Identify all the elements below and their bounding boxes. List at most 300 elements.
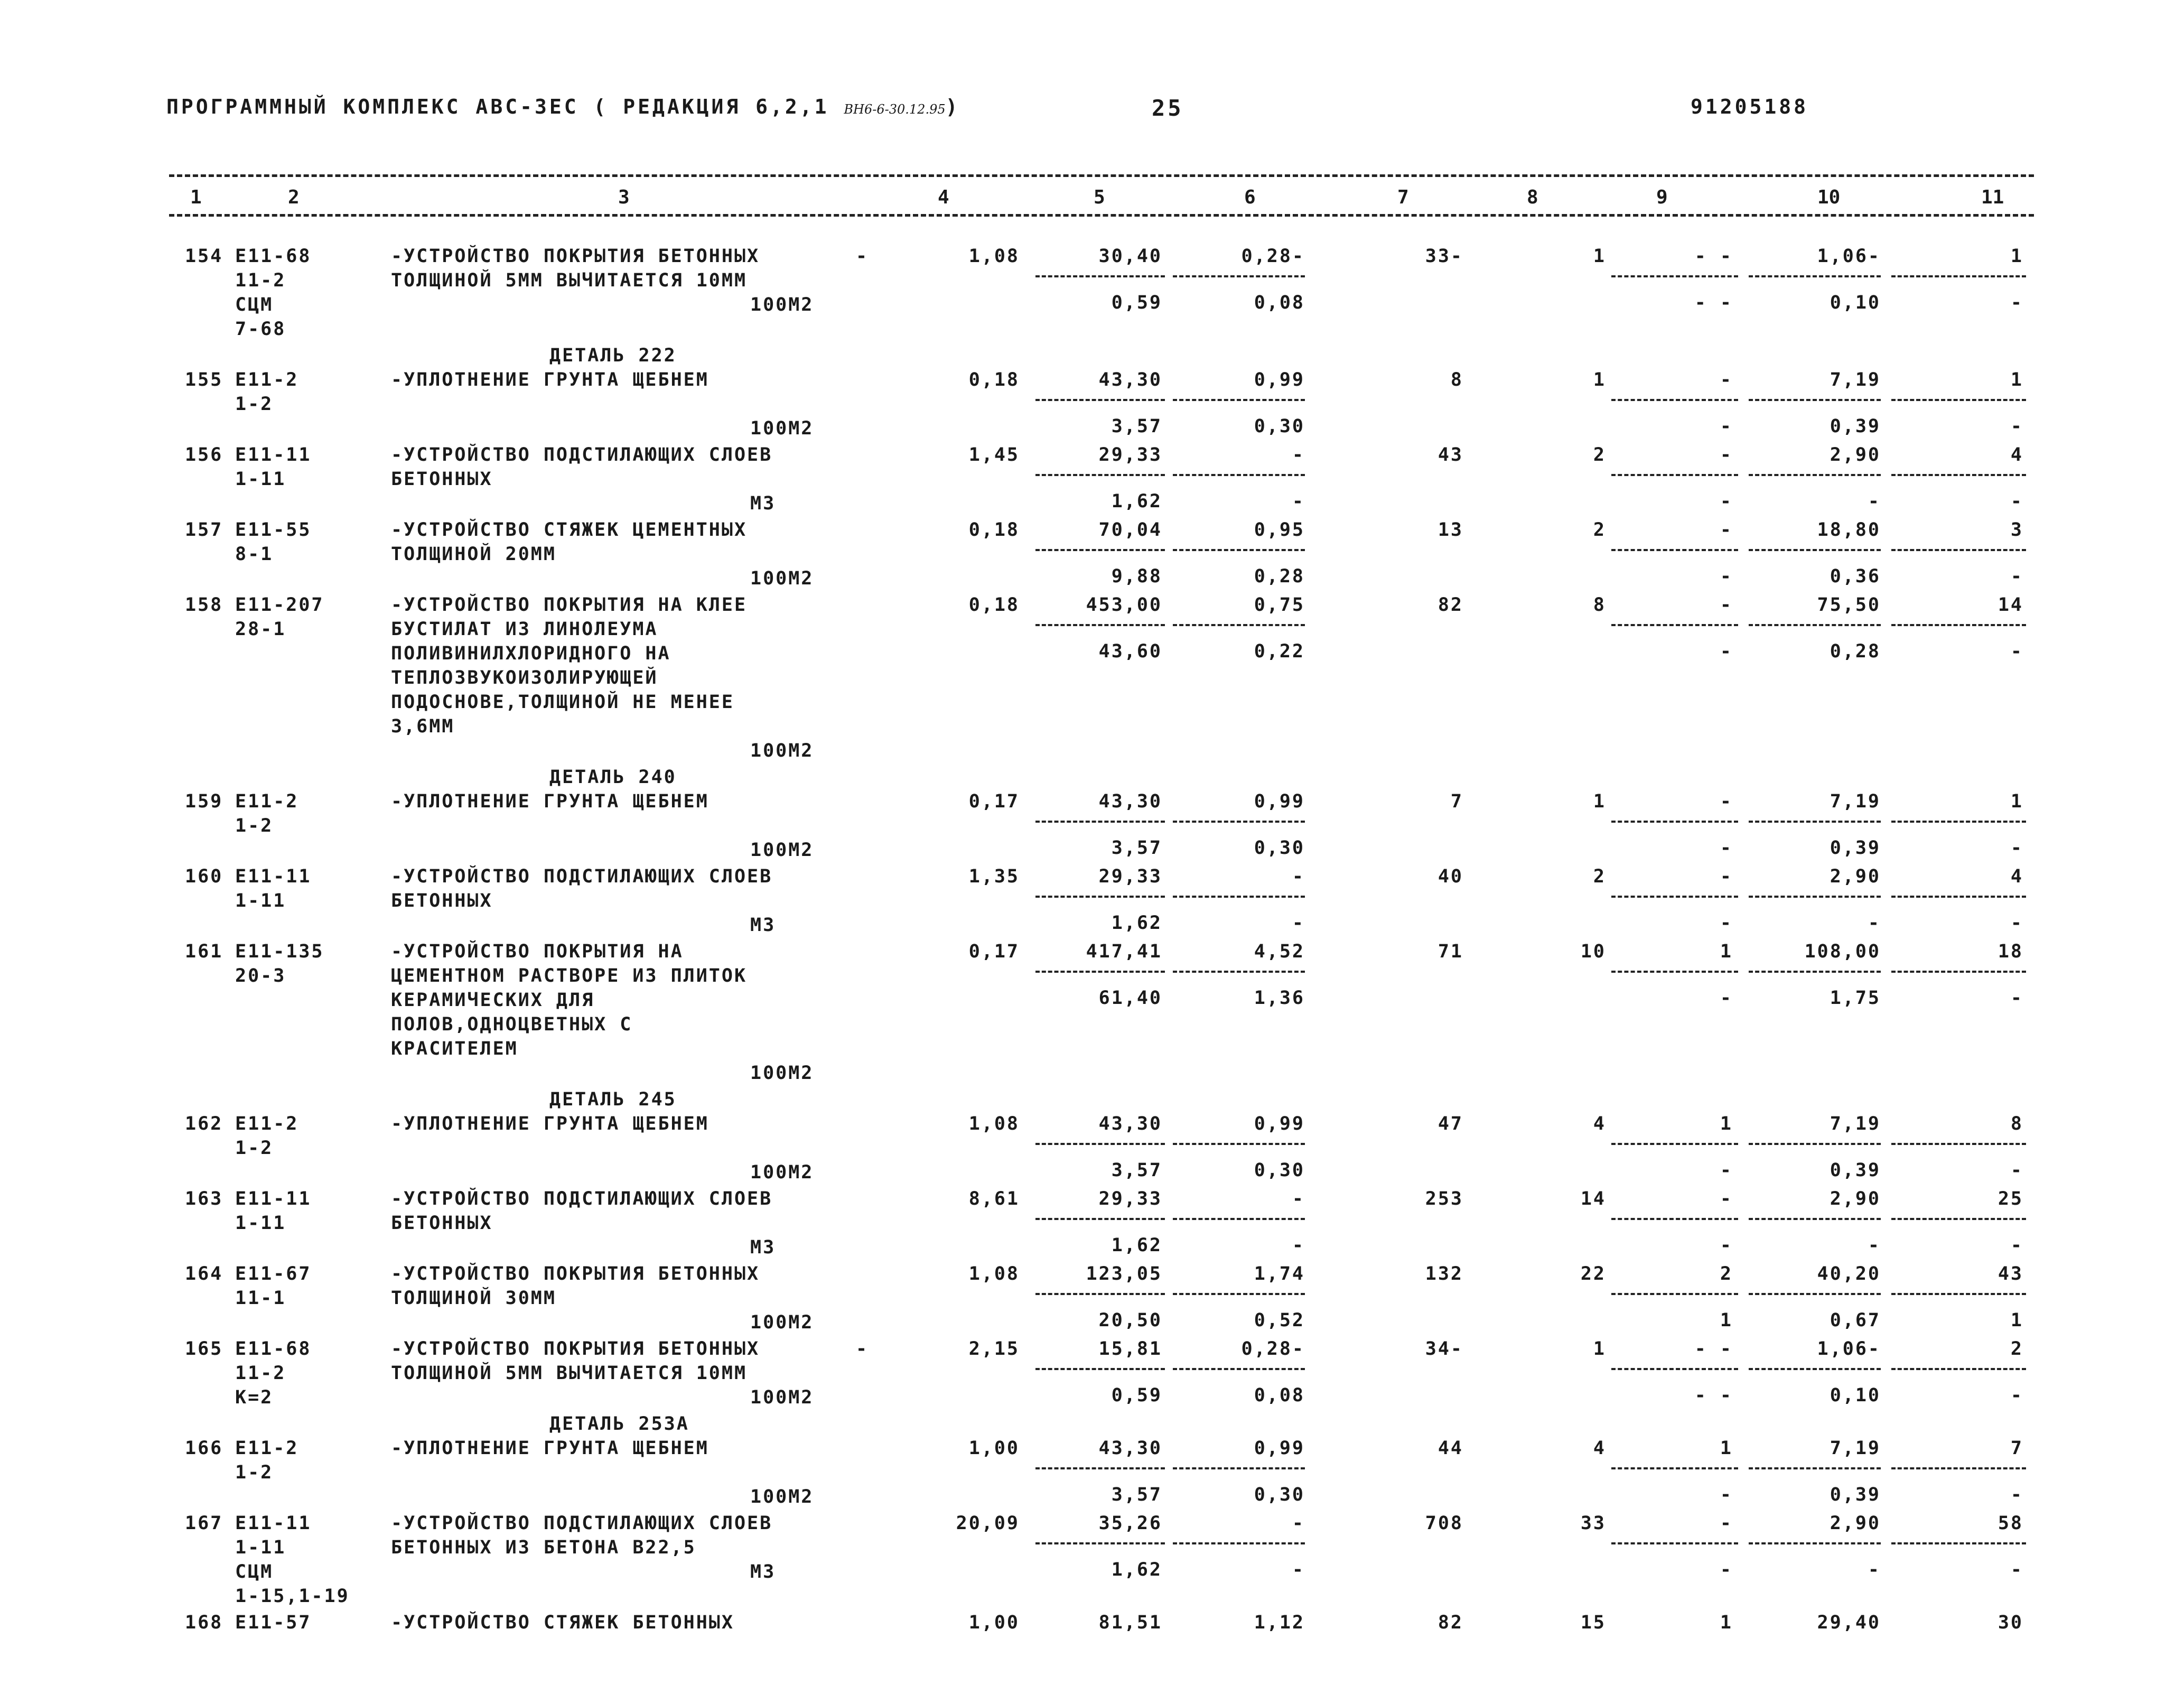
col10-separator: [1749, 1542, 1881, 1544]
col10-value: 7,19: [1830, 791, 1881, 812]
row-number: 163: [185, 1188, 223, 1209]
unit-of-measure: 100М2: [750, 740, 814, 761]
norm-code: Е11-11: [235, 1188, 312, 1209]
unit-of-measure: 100М2: [750, 1486, 814, 1507]
col10-separator: [1749, 896, 1881, 898]
page-number: 25: [1152, 95, 1184, 121]
col11-value: 14: [1998, 594, 2023, 616]
col10-separator: [1749, 821, 1881, 823]
col8-value: 14: [1580, 1188, 1606, 1209]
unit-price: 43,30: [1098, 1438, 1162, 1459]
col8-value: 1: [1593, 1338, 1606, 1360]
detail-heading: ДЕТАЛЬ 253А: [549, 1413, 689, 1435]
col10-value: 75,50: [1817, 594, 1881, 616]
col10-value: 108,00: [1804, 941, 1881, 962]
quantity: 0,17: [968, 791, 1020, 812]
col8-value: 10: [1580, 941, 1606, 962]
col6-separator: [1173, 275, 1305, 277]
col7-value: 43: [1438, 444, 1463, 466]
col9-value: -: [1720, 1513, 1733, 1534]
col9-value: -: [1720, 519, 1733, 541]
col9-separator: [1611, 821, 1738, 823]
norm-code: Е11-207: [235, 594, 324, 616]
quantity: 1,08: [968, 1263, 1020, 1284]
col8-value: 2: [1593, 444, 1606, 466]
header-bottom-rule: [169, 214, 2034, 217]
quantity-mark: -: [856, 246, 869, 267]
row-number: 155: [185, 369, 223, 390]
norm-code-sub: К=2: [235, 1387, 274, 1408]
col6-separator: [1173, 474, 1305, 476]
col9-value: 1: [1720, 1612, 1733, 1633]
col6-sub: 0,30: [1254, 416, 1305, 437]
price-separator: [1035, 1218, 1165, 1220]
norm-code: Е11-11: [235, 866, 312, 887]
norm-code: Е11-11: [235, 1513, 312, 1534]
col9-separator: [1611, 896, 1738, 898]
unit-price: 453,00: [1086, 594, 1162, 616]
col6-sub: 0,30: [1254, 1160, 1305, 1181]
column-header-row: [169, 177, 2034, 214]
col8-value: 1: [1593, 791, 1606, 812]
col8-value: 1: [1593, 246, 1606, 267]
col7-value: 132: [1425, 1263, 1463, 1284]
norm-code-sub: 1-11: [235, 469, 286, 490]
norm-code-sub: 1-2: [235, 394, 274, 415]
row-number: 164: [185, 1263, 223, 1284]
work-description: -УПЛОТНЕНИЕ ГРУНТА ЩЕБНЕМ: [391, 1113, 709, 1134]
column-header-4: 4: [938, 187, 949, 208]
norm-code-sub: 11-1: [235, 1288, 286, 1309]
work-description: -УПЛОТНЕНИЕ ГРУНТА ЩЕБНЕМ: [391, 369, 709, 390]
work-description: -УСТРОЙСТВО ПОДСТИЛАЮЩИХ СЛОЕВ: [391, 1188, 773, 1209]
quantity: 0,18: [968, 519, 1020, 541]
col9-separator: [1611, 1218, 1738, 1220]
work-description: ТЕПЛОЗВУКОИЗОЛИРУЮЩЕЙ: [391, 667, 658, 688]
norm-code-sub: 1-15,1-19: [235, 1586, 350, 1607]
work-description: БЕТОННЫХ: [391, 1213, 493, 1234]
col11-value: 1: [2010, 791, 2023, 812]
col10-sub: -: [1868, 491, 1881, 512]
col11-sub: -: [2010, 913, 2023, 934]
unit-price: 15,81: [1098, 1338, 1162, 1360]
unit-price-sub: 0,59: [1111, 1385, 1162, 1406]
col10-value: 1,06-: [1817, 246, 1881, 267]
col7-value: 253: [1425, 1188, 1463, 1209]
col11-value: 4: [2010, 866, 2023, 887]
unit-price-sub: 1,62: [1111, 1559, 1162, 1580]
unit-price-sub: 3,57: [1111, 837, 1162, 859]
col9-value: 1: [1720, 1113, 1733, 1134]
col10-sub: -: [1868, 913, 1881, 934]
col10-sub: 0,39: [1830, 1484, 1881, 1505]
unit-price: 43,30: [1098, 791, 1162, 812]
quantity: 1,08: [968, 246, 1020, 267]
work-description: ПОДОСНОВЕ,ТОЛЩИНОЙ НЕ МЕНЕЕ: [391, 692, 734, 713]
unit-of-measure: 100М2: [750, 294, 814, 315]
unit-price-sub: 1,62: [1111, 913, 1162, 934]
unit-price: 29,33: [1098, 444, 1162, 466]
col6-value: 0,28-: [1241, 246, 1305, 267]
quantity: 1,08: [968, 1113, 1020, 1134]
column-header-2: 2: [288, 187, 300, 208]
col6-sub: 0,30: [1254, 837, 1305, 859]
price-separator: [1035, 1293, 1165, 1295]
work-description: ТОЛЩИНОЙ 5ММ ВЫЧИТАЕТСЯ 10ММ: [391, 1363, 748, 1384]
unit-price-sub: 3,57: [1111, 1160, 1162, 1181]
col10-sub: 0,67: [1830, 1310, 1881, 1331]
detail-heading: ДЕТАЛЬ 240: [549, 767, 677, 788]
col8-value: 2: [1593, 866, 1606, 887]
col9-separator: [1611, 1368, 1738, 1370]
col9-sub: -: [1720, 1559, 1733, 1580]
col6-sub: 1,36: [1254, 988, 1305, 1009]
quantity: 1,00: [968, 1438, 1020, 1459]
unit-of-measure: 100М2: [750, 568, 814, 589]
col11-separator: [1891, 1218, 2026, 1220]
col7-value: 44: [1438, 1438, 1463, 1459]
work-description: -УСТРОЙСТВО ПОДСТИЛАЮЩИХ СЛОЕВ: [391, 1513, 773, 1534]
quantity: 20,09: [956, 1513, 1020, 1534]
norm-code: Е11-57: [235, 1612, 312, 1633]
work-description: -УСТРОЙСТВО ПОДСТИЛАЮЩИХ СЛОЕВ: [391, 866, 773, 887]
column-header-1: 1: [190, 187, 202, 208]
col9-sub: -: [1720, 641, 1733, 662]
price-separator: [1035, 275, 1165, 277]
handwritten-note: ВН6-6-30.12.95: [844, 102, 946, 117]
col8-value: 15: [1580, 1612, 1606, 1633]
unit-price: 29,33: [1098, 1188, 1162, 1209]
col6-separator: [1173, 896, 1305, 898]
col7-value: 40: [1438, 866, 1463, 887]
estimate-table: [169, 174, 2034, 217]
col10-separator: [1749, 624, 1881, 626]
col6-value: -: [1292, 866, 1305, 887]
col7-value: 71: [1438, 941, 1463, 962]
col11-sub: -: [2010, 416, 2023, 437]
norm-code-sub: 8-1: [235, 544, 274, 565]
work-description: ТОЛЩИНОЙ 5ММ ВЫЧИТАЕТСЯ 10ММ: [391, 270, 748, 291]
col6-separator: [1173, 1143, 1305, 1145]
quantity: 8,61: [968, 1188, 1020, 1209]
column-header-7: 7: [1397, 187, 1409, 208]
work-description: -УСТРОЙСТВО ПОКРЫТИЯ БЕТОННЫХ: [391, 246, 760, 267]
col8-value: 8: [1593, 594, 1606, 616]
col10-sub: 1,75: [1830, 988, 1881, 1009]
price-separator: [1035, 821, 1165, 823]
work-description: -УСТРОЙСТВО ПОКРЫТИЯ НА КЛЕЕ: [391, 594, 748, 616]
norm-code-sub: 11-2: [235, 1363, 286, 1384]
col9-sub: -: [1720, 988, 1733, 1009]
col9-separator: [1611, 549, 1738, 551]
col11-separator: [1891, 1143, 2026, 1145]
norm-code-sub: 28-1: [235, 619, 286, 640]
col9-value: -: [1720, 594, 1733, 616]
col10-sub: -: [1868, 1235, 1881, 1256]
col10-value: 1,06-: [1817, 1338, 1881, 1360]
work-description: -УСТРОЙСТВО СТЯЖЕК БЕТОННЫХ: [391, 1612, 734, 1633]
col8-value: 22: [1580, 1263, 1606, 1284]
unit-price: 123,05: [1086, 1263, 1162, 1284]
col10-sub: 0,10: [1830, 1385, 1881, 1406]
work-description: КЕРАМИЧЕСКИХ ДЛЯ: [391, 990, 595, 1011]
col6-separator: [1173, 624, 1305, 626]
col10-sub: 0,39: [1830, 837, 1881, 859]
unit-price: 70,04: [1098, 519, 1162, 541]
col6-separator: [1173, 1467, 1305, 1469]
col9-sub: -: [1720, 913, 1733, 934]
col10-value: 29,40: [1817, 1612, 1881, 1633]
unit-price: 81,51: [1098, 1612, 1162, 1633]
col11-sub: -: [2010, 1235, 2023, 1256]
col11-sub: -: [2010, 1559, 2023, 1580]
unit-price: 43,30: [1098, 1113, 1162, 1134]
row-number: 168: [185, 1612, 223, 1633]
unit-price-sub: 9,88: [1111, 566, 1162, 587]
program-header: ПРОГРАММНЫЙ КОМПЛЕКС АВС-ЗЕС ( РЕДАКЦИЯ 6,2,1 ВН6-6-30.12.95): [166, 95, 960, 118]
col9-sub: - -: [1694, 292, 1733, 313]
work-description: БЕТОННЫХ: [391, 469, 493, 490]
col7-value: 7: [1450, 791, 1463, 812]
col11-separator: [1891, 1368, 2026, 1370]
col10-separator: [1749, 1143, 1881, 1145]
unit-price-sub: 1,62: [1111, 491, 1162, 512]
col9-separator: [1611, 1467, 1738, 1469]
col9-separator: [1611, 275, 1738, 277]
col11-value: 18: [1998, 941, 2023, 962]
col10-separator: [1749, 549, 1881, 551]
col11-value: 1: [2010, 246, 2023, 267]
unit-price: 30,40: [1098, 246, 1162, 267]
unit-price-sub: 3,57: [1111, 416, 1162, 437]
col9-separator: [1611, 971, 1738, 973]
col11-value: 3: [2010, 519, 2023, 541]
col11-value: 7: [2010, 1438, 2023, 1459]
price-separator: [1035, 549, 1165, 551]
col6-sub: 0,08: [1254, 292, 1305, 313]
col10-value: 18,80: [1817, 519, 1881, 541]
col6-value: 1,12: [1254, 1612, 1305, 1633]
col11-value: 2: [2010, 1338, 2023, 1360]
work-description: -УСТРОЙСТВО ПОКРЫТИЯ НА: [391, 941, 684, 962]
col10-separator: [1749, 971, 1881, 973]
detail-heading: ДЕТАЛЬ 222: [549, 345, 677, 366]
col6-separator: [1173, 1218, 1305, 1220]
unit-price: 29,33: [1098, 866, 1162, 887]
col6-value: -: [1292, 1188, 1305, 1209]
unit-of-measure: 100М2: [750, 1063, 814, 1084]
col11-separator: [1891, 624, 2026, 626]
col11-separator: [1891, 399, 2026, 401]
price-separator: [1035, 474, 1165, 476]
col6-separator: [1173, 821, 1305, 823]
col9-separator: [1611, 399, 1738, 401]
col11-value: 58: [1998, 1513, 2023, 1534]
col6-sub: 0,22: [1254, 641, 1305, 662]
doc-code: 91205188: [1691, 95, 1809, 118]
row-number: 156: [185, 444, 223, 466]
col10-separator: [1749, 399, 1881, 401]
col9-separator: [1611, 1143, 1738, 1145]
col6-value: 0,99: [1254, 1113, 1305, 1134]
unit-price: 43,30: [1098, 369, 1162, 390]
unit-price: 417,41: [1086, 941, 1162, 962]
work-description: БЕТОННЫХ ИЗ БЕТОНА В22,5: [391, 1537, 696, 1558]
column-header-6: 6: [1244, 187, 1256, 208]
col11-sub: -: [2010, 641, 2023, 662]
price-separator: [1035, 624, 1165, 626]
row-number: 160: [185, 866, 223, 887]
norm-code-sub: СЦМ: [235, 294, 274, 315]
work-description: 3,6ММ: [391, 716, 455, 737]
row-number: 161: [185, 941, 223, 962]
col6-sub: -: [1292, 1559, 1305, 1580]
col7-value: 8: [1450, 369, 1463, 390]
col7-value: 13: [1438, 519, 1463, 541]
norm-code: Е11-2: [235, 791, 299, 812]
column-header-10: 10: [1817, 187, 1841, 208]
row-number: 157: [185, 519, 223, 541]
quantity: 1,45: [968, 444, 1020, 466]
column-header-8: 8: [1527, 187, 1538, 208]
row-number: 154: [185, 246, 223, 267]
col9-separator: [1611, 1293, 1738, 1295]
col9-sub: -: [1720, 837, 1733, 859]
norm-code-sub: 11-2: [235, 270, 286, 291]
program-title: ПРОГРАММНЫЙ КОМПЛЕКС АВС-ЗЕС ( РЕДАКЦИЯ 6,2,1: [166, 95, 829, 118]
unit-of-measure: 100М2: [750, 418, 814, 439]
col7-value: 34-: [1425, 1338, 1463, 1360]
norm-code: Е11-135: [235, 941, 324, 962]
col6-value: 4,52: [1254, 941, 1305, 962]
col9-value: -: [1720, 1188, 1733, 1209]
col9-sub: 1: [1720, 1310, 1733, 1331]
col10-sub: 0,39: [1830, 1160, 1881, 1181]
col10-separator: [1749, 1368, 1881, 1370]
norm-code-sub: 20-3: [235, 965, 286, 986]
work-description: ПОЛИВИНИЛХЛОРИДНОГО НА: [391, 643, 671, 664]
unit-price-sub: 43,60: [1098, 641, 1162, 662]
col11-sub: -: [2010, 837, 2023, 859]
row-number: 158: [185, 594, 223, 616]
col9-sub: -: [1720, 1484, 1733, 1505]
col11-separator: [1891, 275, 2026, 277]
col11-value: 43: [1998, 1263, 2023, 1284]
unit-of-measure: 100М2: [750, 1387, 814, 1408]
norm-code-sub: СЦМ: [235, 1561, 274, 1582]
col9-value: -: [1720, 369, 1733, 390]
column-header-9: 9: [1656, 187, 1668, 208]
norm-code: Е11-67: [235, 1263, 312, 1284]
unit-price-sub: 0,59: [1111, 292, 1162, 313]
row-number: 162: [185, 1113, 223, 1134]
norm-code-sub: 1-11: [235, 1213, 286, 1234]
col8-value: 1: [1593, 369, 1606, 390]
col11-sub: -: [2010, 988, 2023, 1009]
col10-sub: 0,10: [1830, 292, 1881, 313]
col9-sub: - -: [1694, 1385, 1733, 1406]
col6-value: 0,95: [1254, 519, 1305, 541]
col7-value: 47: [1438, 1113, 1463, 1134]
col11-separator: [1891, 971, 2026, 973]
col7-value: 82: [1438, 1612, 1463, 1633]
col10-sub: -: [1868, 1559, 1881, 1580]
norm-code-sub: 1-2: [235, 1462, 274, 1483]
col8-value: 33: [1580, 1513, 1606, 1534]
col9-sub: -: [1720, 416, 1733, 437]
unit-price-sub: 3,57: [1111, 1484, 1162, 1505]
work-description: -УСТРОЙСТВО ПОДСТИЛАЮЩИХ СЛОЕВ: [391, 444, 773, 466]
quantity: 1,00: [968, 1612, 1020, 1633]
col6-separator: [1173, 1542, 1305, 1544]
quantity: 1,35: [968, 866, 1020, 887]
quantity: 2,15: [968, 1338, 1020, 1360]
col10-separator: [1749, 275, 1881, 277]
norm-code-sub: 1-2: [235, 815, 274, 836]
column-header-11: 11: [1981, 187, 2004, 208]
col10-value: 40,20: [1817, 1263, 1881, 1284]
col10-separator: [1749, 474, 1881, 476]
work-description: БУСТИЛАТ ИЗ ЛИНОЛЕУМА: [391, 619, 658, 640]
col9-sub: -: [1720, 491, 1733, 512]
col6-value: -: [1292, 1513, 1305, 1534]
col10-separator: [1749, 1467, 1881, 1469]
col9-sub: -: [1720, 1160, 1733, 1181]
col11-sub: -: [2010, 1160, 2023, 1181]
col6-separator: [1173, 399, 1305, 401]
norm-code-sub: 1-11: [235, 890, 286, 911]
unit-of-measure: М3: [750, 1237, 776, 1258]
col10-value: 2,90: [1830, 1188, 1881, 1209]
col6-value: 0,28-: [1241, 1338, 1305, 1360]
unit-of-measure: 100М2: [750, 1312, 814, 1333]
row-number: 165: [185, 1338, 223, 1360]
col9-value: -: [1720, 866, 1733, 887]
col6-sub: 0,30: [1254, 1484, 1305, 1505]
col7-value: 33-: [1425, 246, 1463, 267]
work-description: -УСТРОЙСТВО ПОКРЫТИЯ БЕТОННЫХ: [391, 1263, 760, 1284]
col10-separator: [1749, 1218, 1881, 1220]
col11-value: 4: [2010, 444, 2023, 466]
quantity: 0,18: [968, 594, 1020, 616]
col6-separator: [1173, 549, 1305, 551]
col11-separator: [1891, 1467, 2026, 1469]
norm-code-sub: 7-68: [235, 319, 286, 340]
col10-value: 7,19: [1830, 1113, 1881, 1134]
unit-of-measure: 100М2: [750, 840, 814, 861]
column-header-5: 5: [1094, 187, 1105, 208]
work-description: -УПЛОТНЕНИЕ ГРУНТА ЩЕБНЕМ: [391, 1438, 709, 1459]
col6-value: 0,99: [1254, 369, 1305, 390]
row-number: 167: [185, 1513, 223, 1534]
col11-sub: -: [2010, 1385, 2023, 1406]
col10-sub: 0,39: [1830, 416, 1881, 437]
price-separator: [1035, 1368, 1165, 1370]
work-description: КРАСИТЕЛЕМ: [391, 1038, 518, 1059]
col10-value: 2,90: [1830, 444, 1881, 466]
col10-value: 7,19: [1830, 1438, 1881, 1459]
col8-value: 2: [1593, 519, 1606, 541]
col8-value: 4: [1593, 1113, 1606, 1134]
work-description: ПОЛОВ,ОДНОЦВЕТНЫХ С: [391, 1014, 633, 1035]
col11-value: 25: [1998, 1188, 2023, 1209]
col10-sub: 0,36: [1830, 566, 1881, 587]
work-description: ЦЕМЕНТНОМ РАСТВОРЕ ИЗ ПЛИТОК: [391, 965, 748, 986]
work-description: -УСТРОЙСТВО СТЯЖЕК ЦЕМЕНТНЫХ: [391, 519, 748, 541]
col11-separator: [1891, 474, 2026, 476]
work-description: ТОЛЩИНОЙ 30ММ: [391, 1288, 556, 1309]
col9-value: -: [1720, 791, 1733, 812]
